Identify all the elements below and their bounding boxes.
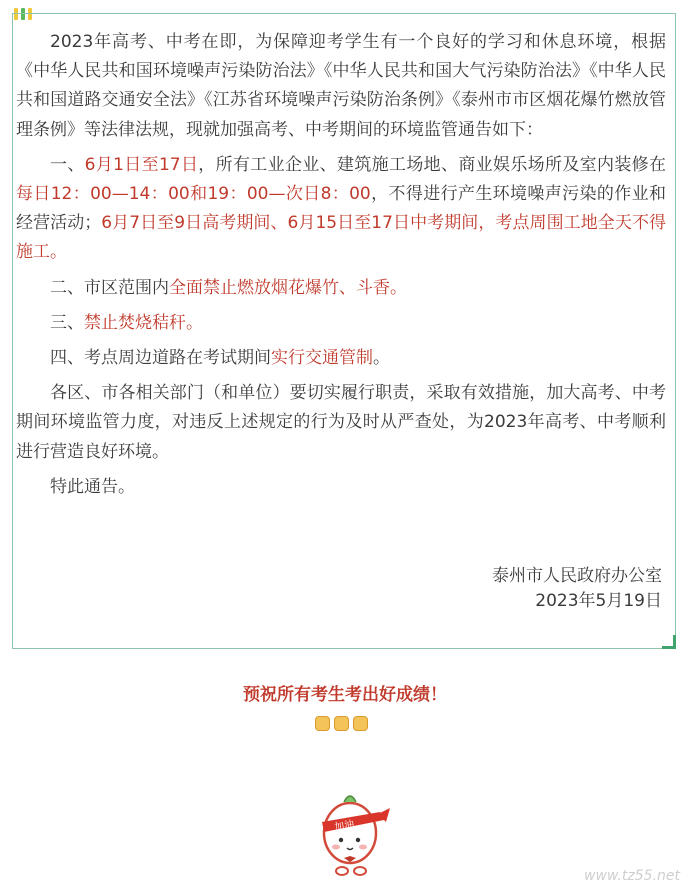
item-4-prefix: 四、考点周边道路在考试期间 (50, 348, 271, 369)
mascot-illustration (314, 778, 390, 878)
item-2-red: 全面禁止燃放烟花爆竹、斗香。 (169, 277, 407, 298)
item-1-text-a: ，所有工业企业、建筑施工场地、商业娱乐场所及室内装修在 (198, 154, 667, 175)
headband-text: 加油 (333, 819, 356, 834)
item-4-red: 实行交通管制 (271, 348, 373, 369)
intro-paragraph: 2023年高考、中考在即，为保障迎考学生有一个良好的学习和休息环境，根据《中华人民共和国环境噪声污染防治法》《中华人民共和国大气污染防治法》《中华人民共和国道路交通安全法》《江苏省环境噪声污染防治条例》《泰州市市区烟花爆竹燃放管理条例》等法律法规，现就加强高考、中考期间的环境监管通告如下： (16, 32, 666, 140)
issuer-name: 泰州市人民政府办公室 (492, 566, 662, 586)
item-3-red: 禁止焚烧秸秆。 (84, 312, 203, 333)
item-2-prefix: 二、市区范围内 (50, 277, 169, 298)
watermark: www.tz55.net (584, 868, 680, 884)
closing-paragraph: 各区、市各相关部门（和单位）要切实履行职责，采取有效措施，加大高考、中考期间环境监管力度，对违反上述规定的行为及时从严查处，为2023年高考、中考顺利进行营造良好环境。 (16, 383, 666, 462)
item-1-prefix: 一、 (50, 154, 85, 175)
item-4-paragraph (16, 344, 666, 373)
item-3-prefix: 三、 (50, 312, 84, 333)
item-1-paragraph (16, 151, 666, 268)
item-1-times: 每日12：00—14：00和19：00—次日8：00 (16, 184, 371, 205)
issue-date: 2023年5月19日 (535, 591, 662, 611)
item-2-paragraph (16, 274, 666, 303)
ending-paragraph: 特此通告。 (50, 476, 135, 497)
fist-emoji-row (315, 716, 368, 731)
fist-icon (315, 716, 330, 731)
notice-body (16, 28, 666, 502)
item-4-suffix: 。 (373, 348, 390, 369)
wish-headline: 预祝所有考生考出好成绩！ (243, 685, 447, 705)
item-1-dates: 6月1日至17日 (84, 154, 199, 175)
item-1-exam-periods: 6月7日至9日高考期间、6月15日至17日中考期间，考点周围工地全天不得施工。 (16, 213, 667, 263)
item-3-paragraph (16, 309, 666, 338)
item-1-text-b: ，不得进行产生环境噪声污染的作业和经营活动； (16, 184, 666, 234)
frame-corner-accent (662, 635, 676, 649)
fist-icon (334, 716, 349, 731)
fist-icon (353, 716, 368, 731)
